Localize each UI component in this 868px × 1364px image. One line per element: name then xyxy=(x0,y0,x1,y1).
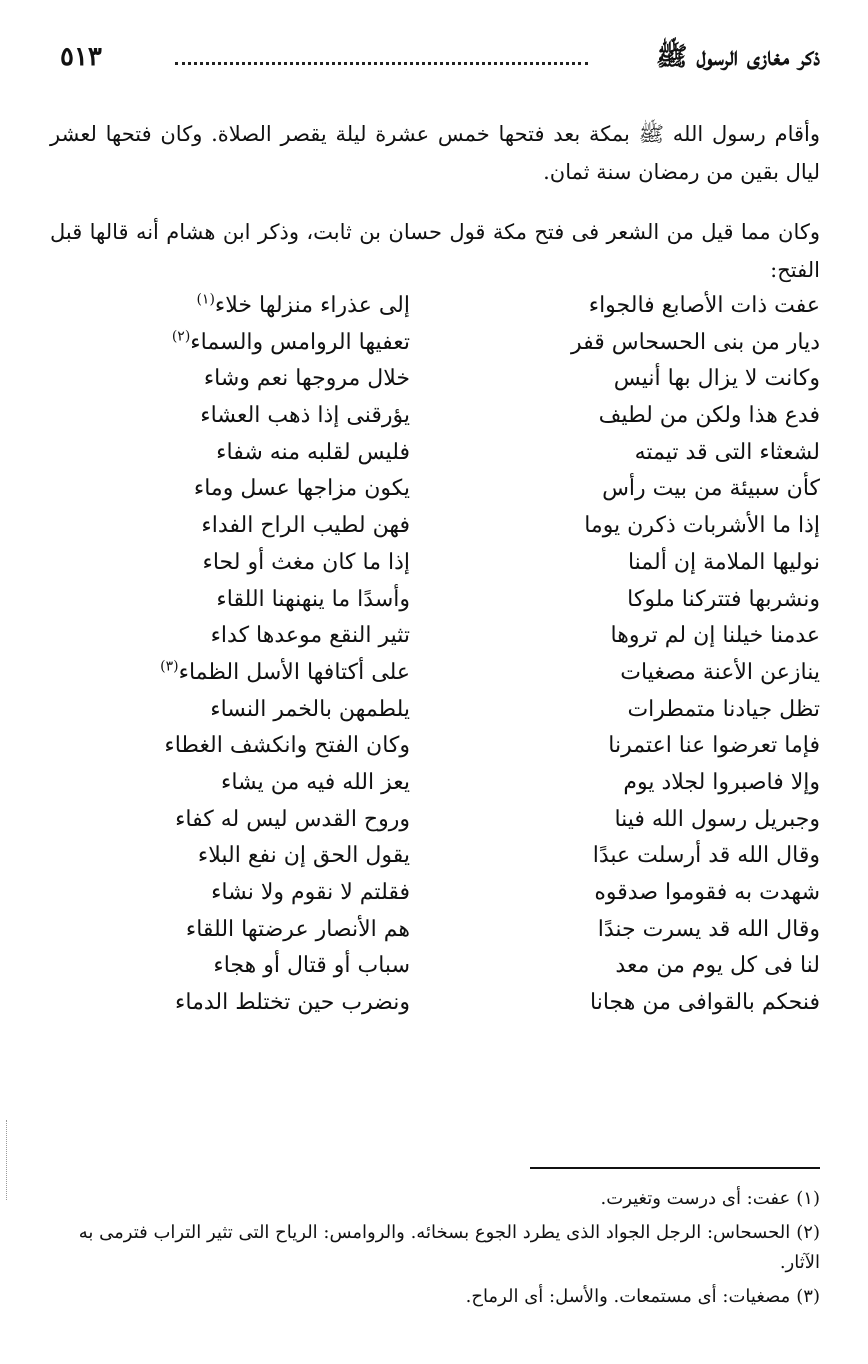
verse-second-text: تثير النقع موعدها كداء xyxy=(210,623,410,649)
verse-first-hemistich: وقال الله قد يسرت جندًا xyxy=(597,916,820,942)
verse-second-text: تعفيها الروامس والسماء xyxy=(190,329,410,355)
verse-first-hemistich: نوليها الملامة إن ألمنا xyxy=(627,549,820,575)
footnote-divider xyxy=(530,1167,820,1169)
poem-verse xyxy=(50,655,820,692)
verse-first-hemistich: ينازعن الأعنة مصغيات xyxy=(620,659,820,685)
footnote-number: (٣) xyxy=(796,1286,820,1307)
verse-first-hemistich: ديار من بنى الحسحاس قفر xyxy=(570,329,820,355)
poem-verse xyxy=(50,985,820,1022)
verse-first-hemistich: فدع هذا ولكن من لطيف xyxy=(598,403,820,429)
poem-verse xyxy=(50,618,820,655)
verse-second-text: هم الأنصار عرضتها اللقاء xyxy=(185,916,410,942)
leader-dots xyxy=(175,52,588,65)
verse-second-hemistich xyxy=(90,398,410,434)
footnote-number: (١) xyxy=(796,1188,820,1209)
paragraph-poem-intro: وكان مما قيل من الشعر فى فتح مكة قول حسان بن ثابت، وذكر ابن هشام أنه قالها قبل الفتح: xyxy=(50,220,820,282)
verse-first-hemistich: وقال الله قد أرسلت عبدًا xyxy=(592,843,820,869)
footnote xyxy=(50,1184,820,1214)
verse-second-hemistich xyxy=(90,802,410,838)
verse-second-text: ونضرب حين تختلط الدماء xyxy=(175,990,410,1016)
verse-first-hemistich: عفت ذات الأصابع فالجواء xyxy=(588,293,820,318)
running-title: ذكر مغازى الرسول ﷺ xyxy=(655,42,820,72)
poem-verse xyxy=(50,435,820,472)
verse-second-text: فقلتم لا نقوم ولا نشاء xyxy=(211,880,410,905)
poem-verse xyxy=(50,802,820,839)
footnote-text: عفت: أى درست وتغيرت. xyxy=(600,1188,791,1209)
verse-first-hemistich: لشعثاء التى قد تيمته xyxy=(634,439,820,465)
verse-second-hemistich xyxy=(90,765,410,801)
verse-second-text: فهن لطيب الراح الفداء xyxy=(201,513,410,539)
poem-verse xyxy=(50,398,820,435)
poem-verse xyxy=(50,582,820,619)
footnote xyxy=(50,1218,820,1278)
poem-verse xyxy=(50,288,820,325)
verse-second-hemistich xyxy=(90,728,410,764)
verse-first-hemistich: عدمنا خيلنا إن لم تروها xyxy=(610,623,820,649)
verse-first-hemistich: كأن سبيئة من بيت رأس xyxy=(602,476,820,502)
verse-second-text: على أكتافها الأسل الظماء xyxy=(178,659,410,685)
verse-second-text: وأسدًا ما ينهنهنا اللقاء xyxy=(216,586,410,612)
verse-second-text: سباب أو قتال أو هجاء xyxy=(213,953,410,979)
footnotes xyxy=(50,1184,820,1316)
poem-verse xyxy=(50,765,820,802)
paragraph-conquest-stay: وأقام رسول الله ﷺ بمكة بعد فتحها خمس عشرة ليلة يقصر الصلاة. وكان فتحها لعشر ليال بقين من رمضان سنة ثمان. xyxy=(50,122,820,184)
verse-second-hemistich xyxy=(90,875,410,911)
verse-second-text: فليس لقلبه منه شفاء xyxy=(216,439,410,465)
scan-edge-mark xyxy=(6,1120,9,1200)
verse-second-hemistich xyxy=(90,655,410,691)
verse-second-text: يكون مزاجها عسل وماء xyxy=(193,476,410,502)
verse-first-hemistich: تظل جيادنا متمطرات xyxy=(627,696,820,722)
verse-second-text: وروح القدس ليس له كفاء xyxy=(175,806,410,832)
poem-verse xyxy=(50,545,820,582)
verse-second-text: وكان الفتح وانكشف الغطاء xyxy=(164,733,410,759)
footnote-text: الحسحاس: الرجل الجواد الذى يطرد الجوع بسخائه. والروامس: الرياح التى تثير التراب فترمى به الآثار. xyxy=(78,1222,820,1273)
verse-second-hemistich xyxy=(90,471,410,507)
verse-first-hemistich: شهدت به فقوموا صدقوه xyxy=(594,880,820,905)
verse-first-hemistich: ونشربها فتتركنا ملوكا xyxy=(627,586,820,612)
verse-second-text: خلال مروجها نعم وشاء xyxy=(203,366,410,392)
page-header xyxy=(60,40,820,80)
poem-verse xyxy=(50,838,820,875)
page-number: ٥١٣ xyxy=(60,42,102,72)
poem-verse xyxy=(50,471,820,508)
poem-verse xyxy=(50,361,820,398)
verse-second-text: يلطمهن بالخمر النساء xyxy=(210,696,410,722)
verse-second-hemistich xyxy=(90,618,410,654)
footnote-reference: (٣) xyxy=(160,658,179,675)
poem-verse xyxy=(50,325,820,362)
verse-second-hemistich xyxy=(90,985,410,1021)
footnote-number: (٢) xyxy=(796,1222,820,1243)
poem-verse xyxy=(50,875,820,912)
verse-first-hemistich: وإلا فاصبروا لجلاد يوم xyxy=(623,769,820,795)
verse-second-hemistich xyxy=(90,948,410,984)
verse-second-hemistich xyxy=(90,288,410,324)
verse-second-text: إذا ما كان مغث أو لحاء xyxy=(202,549,410,575)
verse-second-hemistich xyxy=(90,361,410,397)
verse-first-hemistich: وجبريل رسول الله فينا xyxy=(614,806,820,832)
verse-second-text: إلى عذراء منزلها خلاء xyxy=(214,293,410,318)
verse-second-hemistich xyxy=(90,325,410,361)
footnote-reference: (١) xyxy=(196,291,215,308)
verse-second-text: يؤرقنى إذا ذهب العشاء xyxy=(200,403,410,429)
footnote-reference: (٢) xyxy=(171,328,191,345)
verse-second-hemistich xyxy=(90,545,410,581)
poem-verse xyxy=(50,692,820,729)
poem-verse xyxy=(50,948,820,985)
verse-first-hemistich: لنا فى كل يوم من معد xyxy=(615,953,820,979)
verse-first-hemistich: فإما تعرضوا عنا اعتمرنا xyxy=(608,733,820,759)
verse-second-hemistich xyxy=(90,435,410,471)
verse-first-hemistich: وكانت لا يزال بها أنيس xyxy=(613,366,820,392)
verse-second-hemistich xyxy=(90,692,410,728)
verse-first-hemistich: فنحكم بالقوافى من هجانا xyxy=(590,990,820,1016)
poem xyxy=(50,288,820,1022)
footnote xyxy=(50,1282,820,1312)
verse-second-text: يعز الله فيه من يشاء xyxy=(220,769,410,795)
verse-second-hemistich xyxy=(90,582,410,618)
footnote-text: مصغيات: أى مستمعات. والأسل: أى الرماح. xyxy=(465,1286,791,1307)
verse-second-hemistich xyxy=(90,838,410,874)
verse-second-hemistich xyxy=(90,912,410,948)
poem-verse xyxy=(50,728,820,765)
poem-verse xyxy=(50,912,820,949)
poem-verse xyxy=(50,508,820,545)
verse-first-hemistich: إذا ما الأشربات ذكرن يوما xyxy=(584,513,820,539)
verse-second-hemistich xyxy=(90,508,410,544)
verse-second-text: يقول الحق إن نفع البلاء xyxy=(197,843,410,869)
